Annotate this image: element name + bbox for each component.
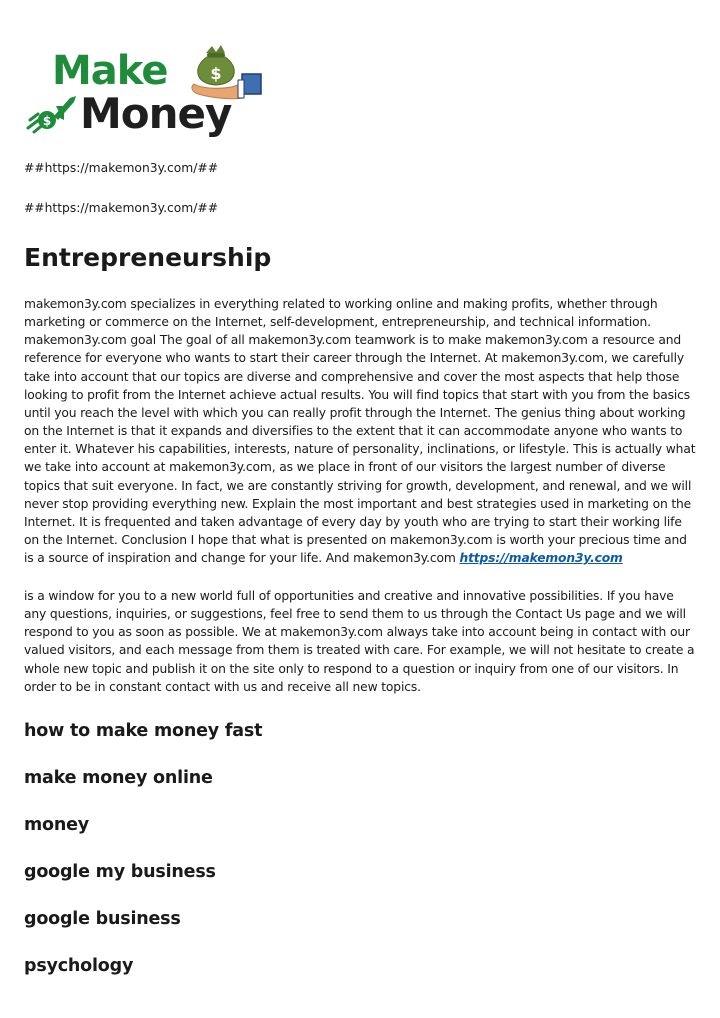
rocket-icon — [28, 96, 76, 132]
money-bag-icon — [198, 45, 235, 85]
page-title: Entrepreneurship — [24, 243, 272, 272]
logo-make-text: Make — [52, 48, 168, 94]
topic-heading: google business — [24, 909, 181, 929]
second-paragraph: is a window for you to a new world full of opportunities and creative and innovative possibilities. If you have any questions, inquiries, or suggestions, feel free to send them to us through the Contact Us page and we will respond to you as soon as possible. We at makemon3y.com always take into account being in contact with our valued visitors, and each message from them is treated with care. For example, we will not hesitate to create a whole new topic and publish it on the site only to respond to a question or inquiry from one of our visitors. In order to be in constant contact with us and receive all new topics. — [24, 589, 695, 694]
svg-text:$: $ — [42, 114, 52, 128]
topic-heading: make money online — [24, 768, 213, 788]
site-link[interactable]: https://makemon3y.com — [459, 551, 623, 566]
topic-heading: psychology — [24, 956, 134, 976]
source-url-line-1: ##https://makemon3y.com/## — [24, 161, 219, 175]
make-money-logo — [26, 40, 266, 140]
intro-paragraph — [24, 295, 699, 567]
topic-heading: money — [24, 815, 89, 835]
svg-text:$: $ — [210, 64, 222, 83]
intro-paragraph-text: makemon3y.com specializes in everything related to working online and making profits, whether through marketing or commerce on the Internet, self-development, entrepreneurship, and technical information. makemon3y.com goal The goal of all makemon3y.com teamwork is to make makemon3y.com a resource and reference for everyone who wants to start their career through the Internet. At makemon3y.com, we carefully take into account that our topics are diverse and comprehensive and cover the most aspects that help those looking to profit from the Internet achieve actual results. You will find topics that start with you from the basics until you reach the level with which you can really profit through the Internet. The genius thing about working on the Internet is that it expands and diversifies to the extent that it can accommodate anyone who wants to enter it. Whatever his capabilities, interests, nature of personality, inclinations, or lifestyle. This is actually what we take into account at makemon3y.com, as we place in front of our visitors the largest number of diverse topics that suit everyone. In fact, we are constantly striving for growth, development, and renewal, and we will never stop providing everything new. Explain the most important and best strategies used in marketing on the Internet. It is frequented and taken advantage of every day by youth who are trying to start their working life on the Internet. Conclusion I hope that what is presented on makemon3y.com is worth your precious time and is a source of inspiration and change for your life. And makemon3y.com — [24, 297, 696, 566]
topic-heading: how to make money fast — [24, 721, 263, 741]
logo-money-text: Money — [80, 89, 232, 138]
topic-heading: google my business — [24, 862, 216, 882]
source-url-line-2: ##https://makemon3y.com/## — [24, 201, 219, 215]
